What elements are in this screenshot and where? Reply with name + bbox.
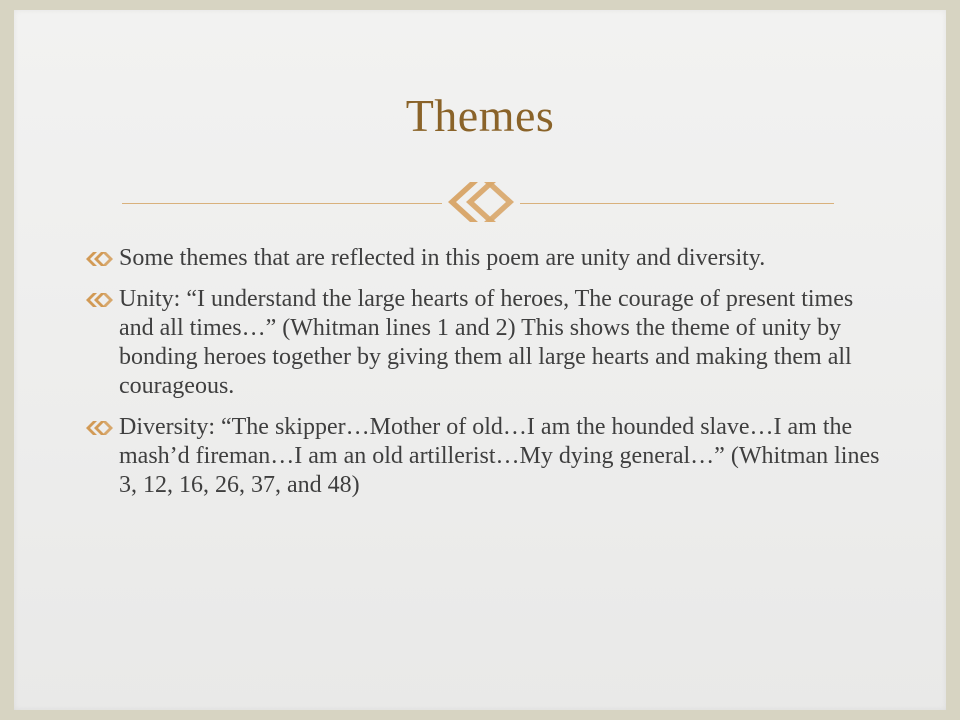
bullet-item [84,244,884,273]
bullet-list [84,244,884,512]
bullet-item [84,413,884,500]
bullet-item [84,285,884,401]
double-chevron-bullet-icon [84,249,114,269]
bullet-text: Diversity: “The skipper…Mother of old…I am the hounded slave…I am the mash’d fireman…I am an old artillerist…My dying general…” (Whitman lines 3, 12, 16, 26, 37, and 48) [119,414,880,498]
double-chevron-ornament-icon [440,172,520,232]
slide-title: Themes [405,90,555,141]
bullet-text: Some themes that are reflected in this poem are unity and diversity. [119,245,766,271]
title-divider-left [122,203,442,204]
double-chevron-bullet-icon [84,290,114,310]
title-divider-right [520,203,834,204]
double-chevron-bullet-icon [84,418,114,438]
bullet-text: Unity: “I understand the large hearts of heroes, The courage of present times and all times…” (Whitman lines 1 and 2) This shows the theme of unity by bonding heroes together by giving them all large hearts and making them all courageous. [119,286,854,399]
